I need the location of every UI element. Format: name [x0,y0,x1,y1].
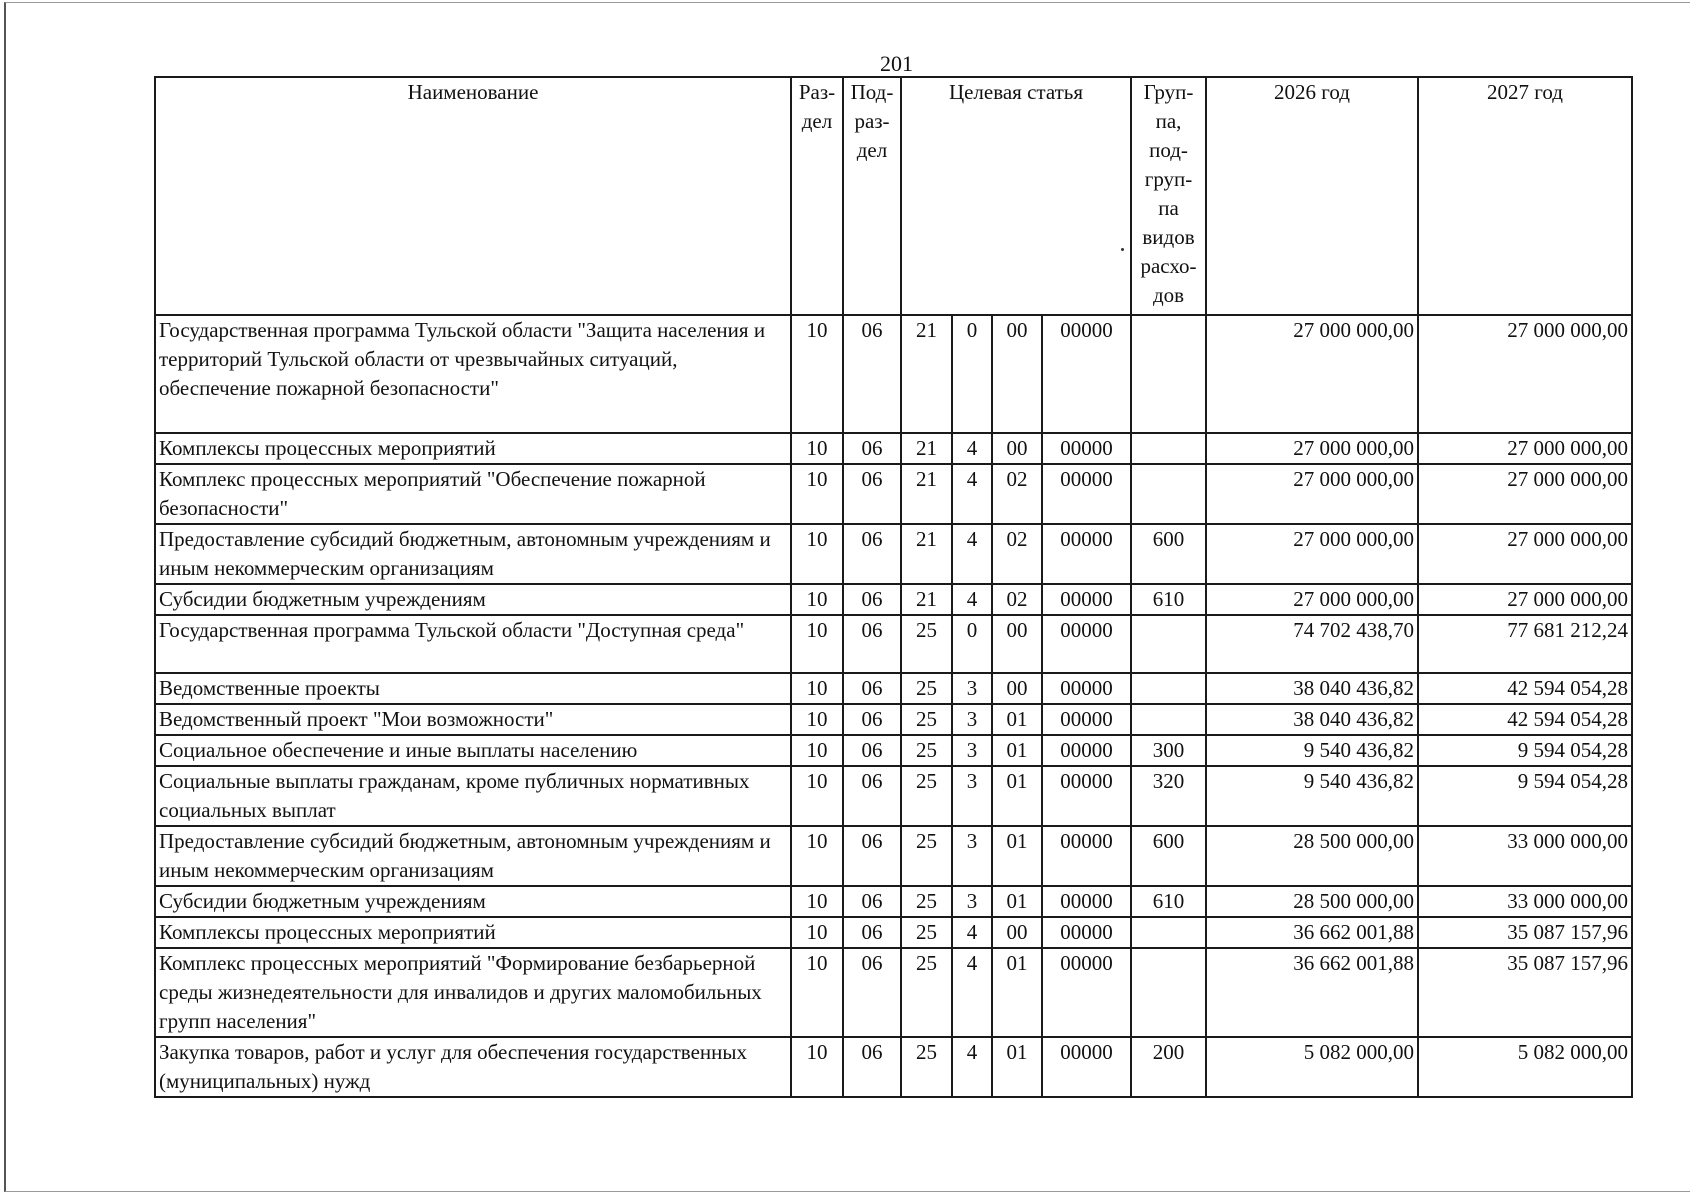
row-expense-group [1131,315,1206,433]
row-name: Субсидии бюджетным учреждениям [155,886,791,917]
row-article-structure: 01 [992,704,1042,735]
row-section: 10 [791,886,843,917]
row-article-direction: 00000 [1042,464,1131,524]
row-article-direction: 00000 [1042,433,1131,464]
row-article-structure: 02 [992,584,1042,615]
row-article-type: 4 [952,584,992,615]
row-article-structure: 02 [992,464,1042,524]
row-amount-2026: 74 702 438,70 [1206,615,1418,673]
table-row [155,315,1632,433]
row-article-structure: 02 [992,524,1042,584]
table-row [155,1037,1632,1097]
row-section: 10 [791,704,843,735]
table-row [155,464,1632,524]
row-article-program: 25 [901,826,952,886]
row-subsection: 06 [843,704,901,735]
header-expense-group: Груп- па, под- груп- па видов расхо- дов [1131,77,1206,315]
row-article-program: 21 [901,315,952,433]
row-section: 10 [791,315,843,433]
row-name: Ведомственные проекты [155,673,791,704]
budget-table [154,76,1633,1098]
row-section: 10 [791,433,843,464]
row-amount-2026: 27 000 000,00 [1206,433,1418,464]
row-amount-2027: 5 082 000,00 [1418,1037,1632,1097]
table-row [155,826,1632,886]
row-expense-group: 320 [1131,766,1206,826]
row-expense-group [1131,948,1206,1037]
table-row [155,948,1632,1037]
row-article-direction: 00000 [1042,886,1131,917]
row-article-program: 21 [901,584,952,615]
row-amount-2026: 28 500 000,00 [1206,826,1418,886]
row-amount-2026: 38 040 436,82 [1206,673,1418,704]
row-name: Комплекс процессных мероприятий "Обеспечение пожарной безопасности" [155,464,791,524]
row-expense-group [1131,433,1206,464]
row-amount-2027: 9 594 054,28 [1418,735,1632,766]
table-row [155,524,1632,584]
row-amount-2027: 9 594 054,28 [1418,766,1632,826]
row-article-type: 3 [952,704,992,735]
row-amount-2026: 36 662 001,88 [1206,948,1418,1037]
row-section: 10 [791,917,843,948]
row-amount-2027: 42 594 054,28 [1418,704,1632,735]
row-name: Комплекс процессных мероприятий "Формирование безбарьерной среды жизнедеятельности для инвалидов и других маломобильных групп населения" [155,948,791,1037]
row-article-direction: 00000 [1042,826,1131,886]
row-article-direction: 00000 [1042,524,1131,584]
row-subsection: 06 [843,917,901,948]
row-article-type: 0 [952,615,992,673]
row-article-program: 25 [901,886,952,917]
row-section: 10 [791,464,843,524]
row-article-program: 25 [901,917,952,948]
table-header-row [155,77,1632,315]
row-subsection: 06 [843,464,901,524]
row-article-type: 3 [952,673,992,704]
row-article-type: 3 [952,735,992,766]
row-article-type: 3 [952,766,992,826]
row-amount-2026: 27 000 000,00 [1206,524,1418,584]
row-article-type: 4 [952,524,992,584]
row-amount-2026: 27 000 000,00 [1206,315,1418,433]
row-amount-2026: 28 500 000,00 [1206,886,1418,917]
row-subsection: 06 [843,948,901,1037]
row-section: 10 [791,615,843,673]
table-row [155,584,1632,615]
row-amount-2027: 77 681 212,24 [1418,615,1632,673]
row-amount-2026: 27 000 000,00 [1206,464,1418,524]
row-article-program: 25 [901,948,952,1037]
row-subsection: 06 [843,615,901,673]
row-section: 10 [791,584,843,615]
row-article-type: 3 [952,886,992,917]
row-expense-group: 200 [1131,1037,1206,1097]
row-amount-2026: 9 540 436,82 [1206,735,1418,766]
row-subsection: 06 [843,584,901,615]
row-subsection: 06 [843,1037,901,1097]
row-subsection: 06 [843,766,901,826]
row-section: 10 [791,766,843,826]
row-subsection: 06 [843,673,901,704]
header-target-article: Целевая статья [901,77,1131,315]
table-row [155,886,1632,917]
row-article-program: 21 [901,433,952,464]
row-article-type: 4 [952,464,992,524]
row-article-program: 25 [901,704,952,735]
row-article-structure: 01 [992,735,1042,766]
row-article-direction: 00000 [1042,735,1131,766]
row-name: Субсидии бюджетным учреждениям [155,584,791,615]
row-article-direction: 00000 [1042,673,1131,704]
row-name: Государственная программа Тульской области "Доступная среда" [155,615,791,673]
row-article-structure: 01 [992,826,1042,886]
row-article-program: 21 [901,524,952,584]
row-expense-group: 300 [1131,735,1206,766]
row-amount-2027: 27 000 000,00 [1418,464,1632,524]
row-article-direction: 00000 [1042,766,1131,826]
row-amount-2027: 33 000 000,00 [1418,886,1632,917]
row-article-direction: 00000 [1042,584,1131,615]
row-amount-2027: 42 594 054,28 [1418,673,1632,704]
row-subsection: 06 [843,524,901,584]
table-row [155,735,1632,766]
row-amount-2027: 27 000 000,00 [1418,315,1632,433]
row-subsection: 06 [843,735,901,766]
row-subsection: 06 [843,826,901,886]
row-article-direction: 00000 [1042,615,1131,673]
row-article-structure: 00 [992,673,1042,704]
row-expense-group: 610 [1131,584,1206,615]
row-article-direction: 00000 [1042,1037,1131,1097]
row-subsection: 06 [843,315,901,433]
row-article-structure: 01 [992,1037,1042,1097]
row-article-program: 25 [901,673,952,704]
row-expense-group [1131,673,1206,704]
row-amount-2027: 27 000 000,00 [1418,524,1632,584]
page-number: 201 [880,51,913,76]
row-article-structure: 00 [992,917,1042,948]
header-section: Раз- дел [791,77,843,315]
row-name: Комплексы процессных мероприятий [155,917,791,948]
row-amount-2026: 36 662 001,88 [1206,917,1418,948]
row-article-type: 3 [952,826,992,886]
header-year-2026: 2026 год [1206,77,1418,315]
row-article-direction: 00000 [1042,315,1131,433]
row-amount-2027: 27 000 000,00 [1418,584,1632,615]
row-name: Предоставление субсидий бюджетным, автономным учреждениям и иным некоммерческим организациям [155,524,791,584]
row-article-type: 4 [952,948,992,1037]
row-expense-group: 600 [1131,524,1206,584]
row-expense-group: 600 [1131,826,1206,886]
table-row [155,766,1632,826]
row-article-structure: 00 [992,315,1042,433]
row-amount-2026: 27 000 000,00 [1206,584,1418,615]
row-expense-group [1131,704,1206,735]
row-article-direction: 00000 [1042,917,1131,948]
row-name: Ведомственный проект "Мои возможности" [155,704,791,735]
row-article-program: 25 [901,1037,952,1097]
row-amount-2026: 38 040 436,82 [1206,704,1418,735]
header-subsection: Под- раз- дел [843,77,901,315]
row-subsection: 06 [843,433,901,464]
row-section: 10 [791,735,843,766]
row-article-type: 0 [952,315,992,433]
row-article-type: 4 [952,1037,992,1097]
row-expense-group: 610 [1131,886,1206,917]
row-article-structure: 01 [992,766,1042,826]
table-row [155,673,1632,704]
row-section: 10 [791,826,843,886]
row-amount-2026: 5 082 000,00 [1206,1037,1418,1097]
row-name: Комплексы процессных мероприятий [155,433,791,464]
table-row [155,917,1632,948]
row-subsection: 06 [843,886,901,917]
table-row [155,704,1632,735]
row-article-structure: 00 [992,433,1042,464]
row-name: Социальные выплаты гражданам, кроме публичных нормативных социальных выплат [155,766,791,826]
row-section: 10 [791,1037,843,1097]
row-amount-2026: 9 540 436,82 [1206,766,1418,826]
row-section: 10 [791,524,843,584]
row-name: Предоставление субсидий бюджетным, автономным учреждениям и иным некоммерческим организациям [155,826,791,886]
row-amount-2027: 27 000 000,00 [1418,433,1632,464]
header-year-2027: 2027 год [1418,77,1632,315]
row-article-program: 21 [901,464,952,524]
row-article-program: 25 [901,615,952,673]
row-article-program: 25 [901,735,952,766]
row-expense-group [1131,464,1206,524]
row-name: Социальное обеспечение и иные выплаты населению [155,735,791,766]
row-section: 10 [791,948,843,1037]
row-name: Закупка товаров, работ и услуг для обеспечения государственных (муниципальных) нужд [155,1037,791,1097]
row-article-type: 4 [952,433,992,464]
row-expense-group [1131,615,1206,673]
row-expense-group [1131,917,1206,948]
table-row [155,615,1632,673]
table-row [155,433,1632,464]
row-article-structure: 01 [992,886,1042,917]
row-article-direction: 00000 [1042,948,1131,1037]
row-amount-2027: 35 087 157,96 [1418,948,1632,1037]
row-amount-2027: 35 087 157,96 [1418,917,1632,948]
row-section: 10 [791,673,843,704]
row-article-program: 25 [901,766,952,826]
row-article-structure: 00 [992,615,1042,673]
row-name: Государственная программа Тульской области "Защита населения и территорий Тульской области от чрезвычайных ситуаций, обеспечение пожарной безопасности" [155,315,791,433]
row-article-structure: 01 [992,948,1042,1037]
header-name: Наименование [155,77,791,315]
row-article-direction: 00000 [1042,704,1131,735]
row-article-type: 4 [952,917,992,948]
row-amount-2027: 33 000 000,00 [1418,826,1632,886]
